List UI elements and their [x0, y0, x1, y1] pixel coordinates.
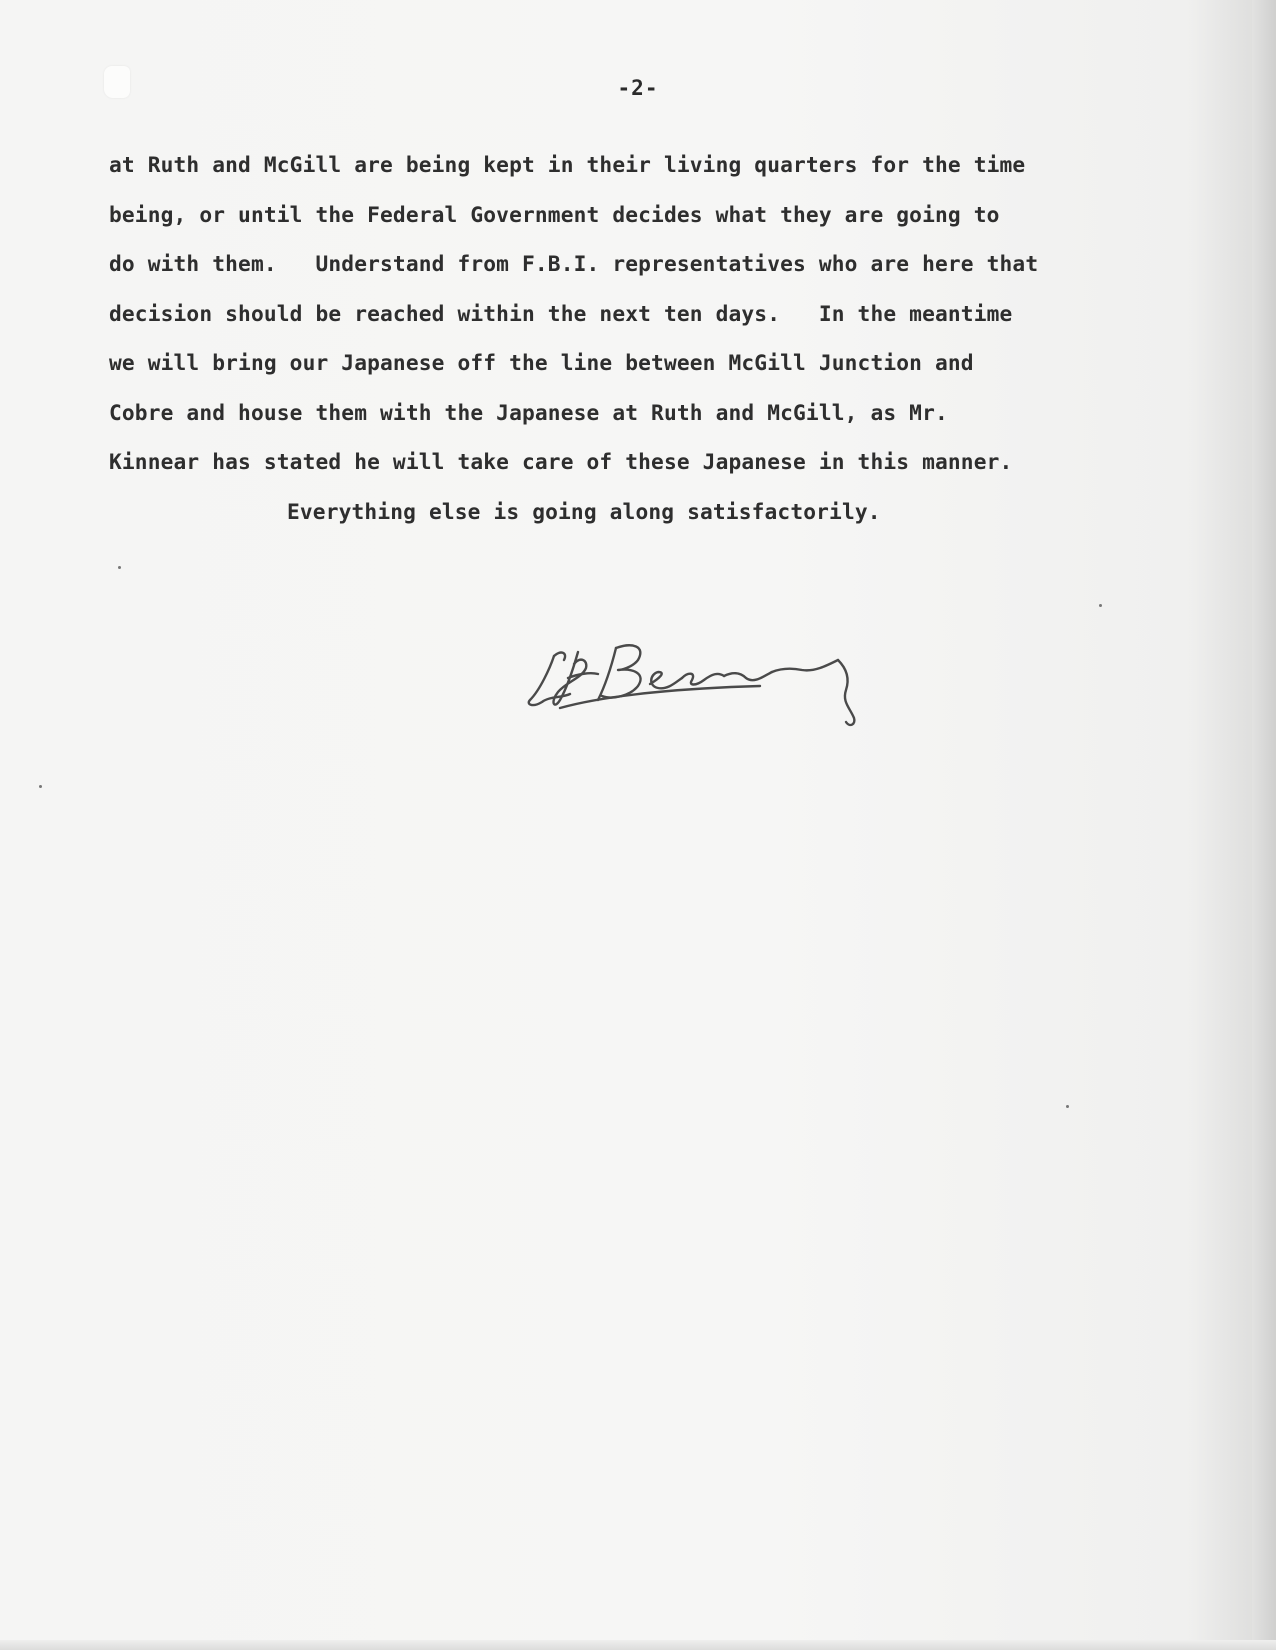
body-line: do with them. Understand from F.B.I. representatives who are here that	[109, 251, 1039, 276]
paper-speck	[1099, 604, 1102, 607]
letter-body	[109, 152, 1189, 548]
page-edge-shadow	[1252, 0, 1276, 1650]
paper-speck	[1066, 1105, 1069, 1108]
body-line: being, or until the Federal Government decides what they are going to	[109, 201, 1000, 227]
handwritten-signature	[520, 638, 900, 748]
paper-speck	[118, 566, 121, 569]
body-line: decision should be reached within the next ten days. In the meantime	[109, 300, 1013, 326]
page-bottom-edge	[0, 1640, 1276, 1650]
page-number: -2-	[617, 76, 659, 100]
closing-line: Everything else is going along satisfactorily.	[287, 498, 881, 524]
body-line: Cobre and house them with the Japanese at Ruth and McGill, as Mr.	[109, 399, 948, 425]
body-line: Kinnear has stated he will take care of these Japanese in this manner.	[109, 449, 1013, 474]
body-line: we will bring our Japanese off the line between McGill Junction and	[109, 350, 974, 375]
body-line: at Ruth and McGill are being kept in their living quarters for the time	[109, 152, 1026, 177]
paper-speck	[39, 785, 42, 788]
